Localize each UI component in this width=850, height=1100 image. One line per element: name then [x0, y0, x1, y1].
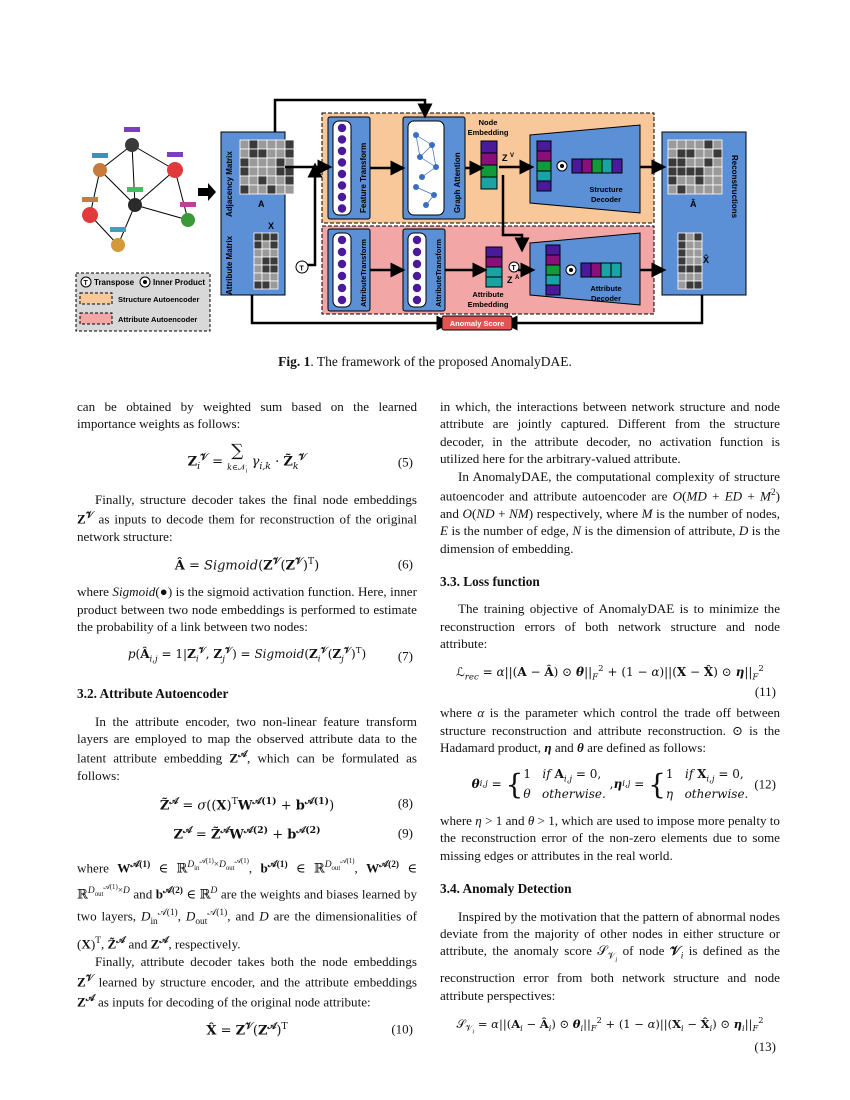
right-p2d: is the number of nodes,: [656, 505, 780, 521]
attr-transform-1-label: AttributeTransform: [359, 239, 368, 307]
caption-label: Fig. 1: [278, 354, 311, 369]
left-p5e: and: [128, 936, 148, 952]
eq10-number: (10): [391, 1021, 413, 1037]
eq9-number: (9): [397, 825, 413, 841]
eq7-number: (7): [397, 648, 413, 664]
left-p5f: , respectively.: [168, 936, 241, 952]
right-p6c: is defined as the reconstruction error from both network structure and node attribute perspectives:: [440, 943, 780, 1003]
caption-text: . The framework of the proposed AnomalyDAE.: [310, 354, 572, 369]
equation-5: $Z_i^𝒱$ = ∑ k∈𝒩$_i$ $\gamma_{i,k}$ · $Z̃_k^𝒱$ (5): [187, 440, 413, 475]
a-label: A: [258, 199, 265, 209]
x-label: X: [268, 221, 275, 231]
right-p4d: and: [554, 740, 574, 756]
node-embedding-vector: [481, 141, 497, 189]
structure-decoder-label: Structure: [589, 185, 623, 194]
equation-6: Â = $Sigmoid(Z^𝒱(Z^𝒱)^T)$ (6): [174, 556, 413, 574]
input-arrow: [198, 183, 216, 201]
section-3-2-heading: 3.2. Attribute Autoencoder: [77, 686, 229, 702]
feature-transform-label: Feature Transform: [359, 142, 368, 213]
svg-text:T: T: [511, 265, 516, 272]
equation-9: $Z^𝒜$ = $Z̃^𝒜W^{𝒜(2)} + b^{𝒜(2)}$ (9): [173, 825, 413, 843]
za-sup: A: [515, 275, 520, 281]
left-p2: Finally, structure decoder takes the final node embeddings: [95, 491, 417, 507]
anomaly-score-label: Anomaly Score: [449, 319, 505, 328]
right-p2f: is the dimension of attribute,: [584, 523, 736, 539]
right-p2a: In AnomalyDAE, the computational complexity of structure autoencoder and attribute autoencoder are: [440, 468, 780, 504]
left-p5a: where: [77, 860, 109, 876]
legend-structure-ae: Structure Autoencoder: [118, 295, 200, 304]
right-p6b: of node: [622, 943, 665, 959]
ahat-label: Â: [690, 199, 697, 209]
eq13-number: (13): [754, 1038, 776, 1054]
left-p4b: , which can be formulated as follows:: [77, 750, 417, 784]
left-column: can be obtained by weighted sum based on the learned importance weights as follows: $Z_i^𝒱$ = ∑ k∈𝒩$_i$ $\gamma_{i,k}$ · $Z̃_k^𝒱$ (5) Finally, structure decoder takes the final node embeddings $Z^𝒱$ as inputs to decode them for reconstruction of the original network structure: Â = $Sigmoid(Z^𝒱(Z^𝒱)^T)$ (6) where Sigmoid(●) is the sigmoid activation function. Here, inner product between two node embeddings is performed to estimate the probability of a link between two nodes: $p(Â_{i,j} = 1|Z_i^𝒱$, $Z_j^𝒱$) = $Sigmoid(Z_i^𝒱(Z_j^𝒱)^T)$ (7) 3.2. Attribute Autoencoder In the attribute encoder, two non-linear feature transform layers are employed to map the observed attribute data to the latent attribute embedding $Z^𝒜$, which can be formulated as follows: Z̃$^𝒜$ = $\sigma((X)^TW^{𝒜(1)} + b^{𝒜(1)})$ (8) $Z^𝒜$ = $Z̃^𝒜W^{𝒜(2)} + b^{𝒜(2)}$ (9) where $W^{𝒜(1)}$ ∈ ℝ$^{D_{in}^{𝒜(1)}\times D_{out}^{𝒜(1)}}$, $b^{𝒜(1)}$ ∈ ℝ$^{D_{out}^{𝒜(1)}}$, $W^{𝒜(2)}$ ∈ ℝ$^{D_{out}^{𝒜(1)}\times D}$ and $b^{𝒜(2)}$ ∈ ℝ$^D$ are the weights and biases learned by two layers, $D_{in}^{𝒜(1)}$, $D_{out}^{𝒜(1)}$, and D are the dimensionalities of $(X)^T$, Z̃$^𝒜$ and $Z^𝒜$, respectively. Finally, attribute decoder takes both the node embeddings $Z^𝒱$ learned by structure encoder, and the attribute embeddings $Z^𝒜$ as inputs for decoding of the original node attribute: X̂ = $Z^𝒱(Z^𝒜)^T$ (10): [77, 399, 418, 1039]
right-p2c: respectively, where: [536, 505, 639, 521]
eq12-number: (12): [754, 776, 776, 792]
attribute-embedding-vector: [486, 247, 502, 287]
right-column: in which, the interactions between network structure and node attribute are jointly captured. Different from the structure decoder, in the attribute decoder, no activation function is utilized here for the arbitrary-valued attribute. In AnomalyDAE, the computational complexity of structure autoencoder and attribute autoencoder are O(MD + ED + $M^2$) and O(ND + NM) respectively, where M is the number of nodes, E is the number of edge, N is the dimension of attribute, D is the dimension of embedding. 3.3. Loss function The training objective of AnomalyDAE is to minimize the reconstruction errors of both network structure and node attribute: ℒ$_{rec}$ = α||(A − Â) ⊙ $\theta||_F^2 + (1 - \alpha)||(X$ − X̂) ⊙ $\eta||_F^2$ (11) where α is the parameter which control the trade off between structure reconstruction and attribute reconstruction. ⊙ is the Hadamard product, η and θ are defined as follows: θ i,j = { 1 if $A_{i,j} = 0$, θ otherwise. , η i,j = { 1 if $X_{i,j} = 0$, η otherwise. (12) where η > 1 and θ > 1, which are used to impose more penalty to the reconstruction error of the non-zero elements due to some missing edges or attributes in the real world. 3.4. Anomaly Detection Inspired by the motivation that the pattern of abnormal nodes deviate from the majority of other nodes in either structure or attribute, the anomaly score 𝒮$_{𝒱_i}$ of node 𝒱$_i$ is defined as the reconstruction error from both network structure and node attribute perspectives: 𝒮$_{𝒱_i}$ = $\alpha||(A_i$ − $Â_i$) ⊙ $\theta_i||_F^2 + (1 - \alpha)||(X_i$ − $X̂_i$) ⊙ $\eta_i||_F^2$ (13): [440, 399, 781, 1054]
right-p3: The training objective of AnomalyDAE is to minimize the reconstruction errors of both network structure and node attribute:: [440, 601, 780, 652]
right-p4c: is the Hadamard product,: [440, 722, 780, 756]
left-p5c: , and: [227, 908, 255, 924]
right-p6a: Inspired by the motivation that the pattern of abnormal nodes deviate from the majority of other nodes in either structure or attribute, the anomaly score: [440, 908, 780, 959]
svg-text:Embedding: Embedding: [467, 128, 509, 137]
left-p2b: as inputs to decode them for reconstruction of the original network structure:: [77, 511, 417, 544]
equation-11: ℒ$_{rec}$ = α||(A − Â) ⊙ $\theta||_F^2 + (1 - \alpha)||(X$ − X̂) ⊙ $\eta||_F^2$ (11): [456, 663, 776, 700]
za-label: Z: [507, 275, 513, 285]
right-p5b: and: [505, 813, 525, 829]
attribute-decoder-label: Attribute: [590, 284, 622, 293]
equation-7: $p(Â_{i,j} = 1|Z_i^𝒱$, $Z_j^𝒱$) = $Sigmoid(Z_i^𝒱(Z_j^𝒱)^T)$ (7): [127, 646, 413, 665]
eq11-number: (11): [754, 684, 776, 700]
svg-text:Decoder: Decoder: [590, 294, 622, 303]
right-p4e: are defined as follows:: [587, 740, 706, 756]
left-p4a: In the attribute encoder, two non-linear feature transform layers are employed to map the observed attribute data to the latent attribute embedding: [77, 713, 417, 766]
svg-text:Decoder: Decoder: [590, 195, 622, 204]
right-p5a: where: [440, 813, 472, 829]
xhat-label: X̂: [703, 255, 710, 265]
legend-attribute-ae: Attribute Autoencoder: [118, 315, 198, 324]
legend: [76, 273, 210, 331]
right-p2e: is the number of edge,: [451, 523, 569, 539]
attribute-embedding-label: Attribute: [472, 290, 504, 299]
left-p6a: Finally, attribute decoder takes both the node embeddings: [95, 954, 417, 970]
zv-sup: V: [510, 153, 515, 159]
right-p4b: is the parameter which control the trade off between structure reconstruction and attribute reconstruction.: [440, 705, 780, 738]
legend-transpose: Transpose: [94, 278, 135, 287]
graph-nodes: [82, 127, 196, 252]
figure-caption: [0, 354, 850, 370]
framework-figure: [70, 95, 780, 345]
equation-8: Z̃$^𝒜$ = $\sigma((X)^TW^{𝒜(1)} + b^{𝒜(1)})$ (8): [159, 795, 413, 813]
svg-text:Embedding: Embedding: [467, 300, 509, 309]
right-p5c: , which are used to impose more penalty to the reconstruction error of the non-zero elements due to some missing edges or attributes in the real world.: [440, 813, 780, 863]
equation-10: X̂ = $Z^𝒱(Z^𝒜)^T$ (10): [206, 1021, 413, 1039]
eq8-number: (8): [397, 795, 413, 811]
attribute-label: Attribute Matrix: [225, 235, 234, 295]
adjacency-label: Adjacency Matrix: [225, 151, 234, 217]
right-p4a: where: [440, 705, 472, 721]
left-p3a: where: [77, 584, 109, 600]
left-p6c: as inputs for decoding of the original node attribute:: [97, 993, 371, 1009]
reconstructed-attribute: [678, 233, 702, 289]
eq6-number: (6): [397, 556, 413, 572]
network-graph: [90, 145, 188, 245]
legend-inner-product: Inner Product: [153, 278, 206, 287]
zv-label: Z: [502, 153, 508, 163]
left-p5d: are the dimensionalities of: [273, 908, 417, 924]
svg-text:T: T: [299, 265, 304, 273]
equation-12: θ i,j = { 1 if $A_{i,j} = 0$, θ otherwise. , η i,j = { 1 if $X_{i,j} = 0$, η otherwise. (12): [471, 766, 776, 802]
svg-text:T: T: [83, 280, 88, 287]
right-p1: in which, the interactions between network structure and node attribute are jointly captured. Different from the structure decoder, in the attribute decoder, no activation function is utilized here for the arbitrary-valued attribute.: [440, 399, 780, 467]
node-embedding-label: Node: [478, 118, 498, 127]
reconstructions-label: Reconstructions: [730, 155, 739, 219]
left-p6b: learned by structure encoder, and the attribute embeddings: [98, 974, 417, 990]
section-3-3-heading: 3.3. Loss function: [440, 574, 540, 590]
left-p3b: is the sigmoid activation function. Here, inner product between two node embeddings is performed to estimate the probability of a link between two nodes:: [77, 584, 417, 634]
right-p2g: is the dimension of embedding.: [440, 523, 780, 556]
section-3-4-heading: 3.4. Anomaly Detection: [440, 881, 572, 897]
attr-transform-2-label: AttributeTransform: [434, 239, 443, 307]
reconstructed-adjacency: [668, 140, 722, 194]
right-p2b: and: [440, 505, 459, 521]
attribute-matrix: [254, 233, 278, 289]
left-p1: can be obtained by weighted sum based on the learned importance weights as follows:: [77, 399, 417, 432]
graph-attention-label: Graph Attention: [453, 152, 462, 213]
eq5-number: (5): [397, 454, 413, 470]
left-p5b: are the weights and biases learned by two layers,: [77, 886, 417, 924]
equation-13: 𝒮$_{𝒱_i}$ = $\alpha||(A_i$ − $Â_i$) ⊙ $\theta_i||_F^2 + (1 - \alpha)||(X_i$ − $X̂_i$) ⊙ $\eta_i||_F^2$ (13): [456, 1015, 776, 1054]
